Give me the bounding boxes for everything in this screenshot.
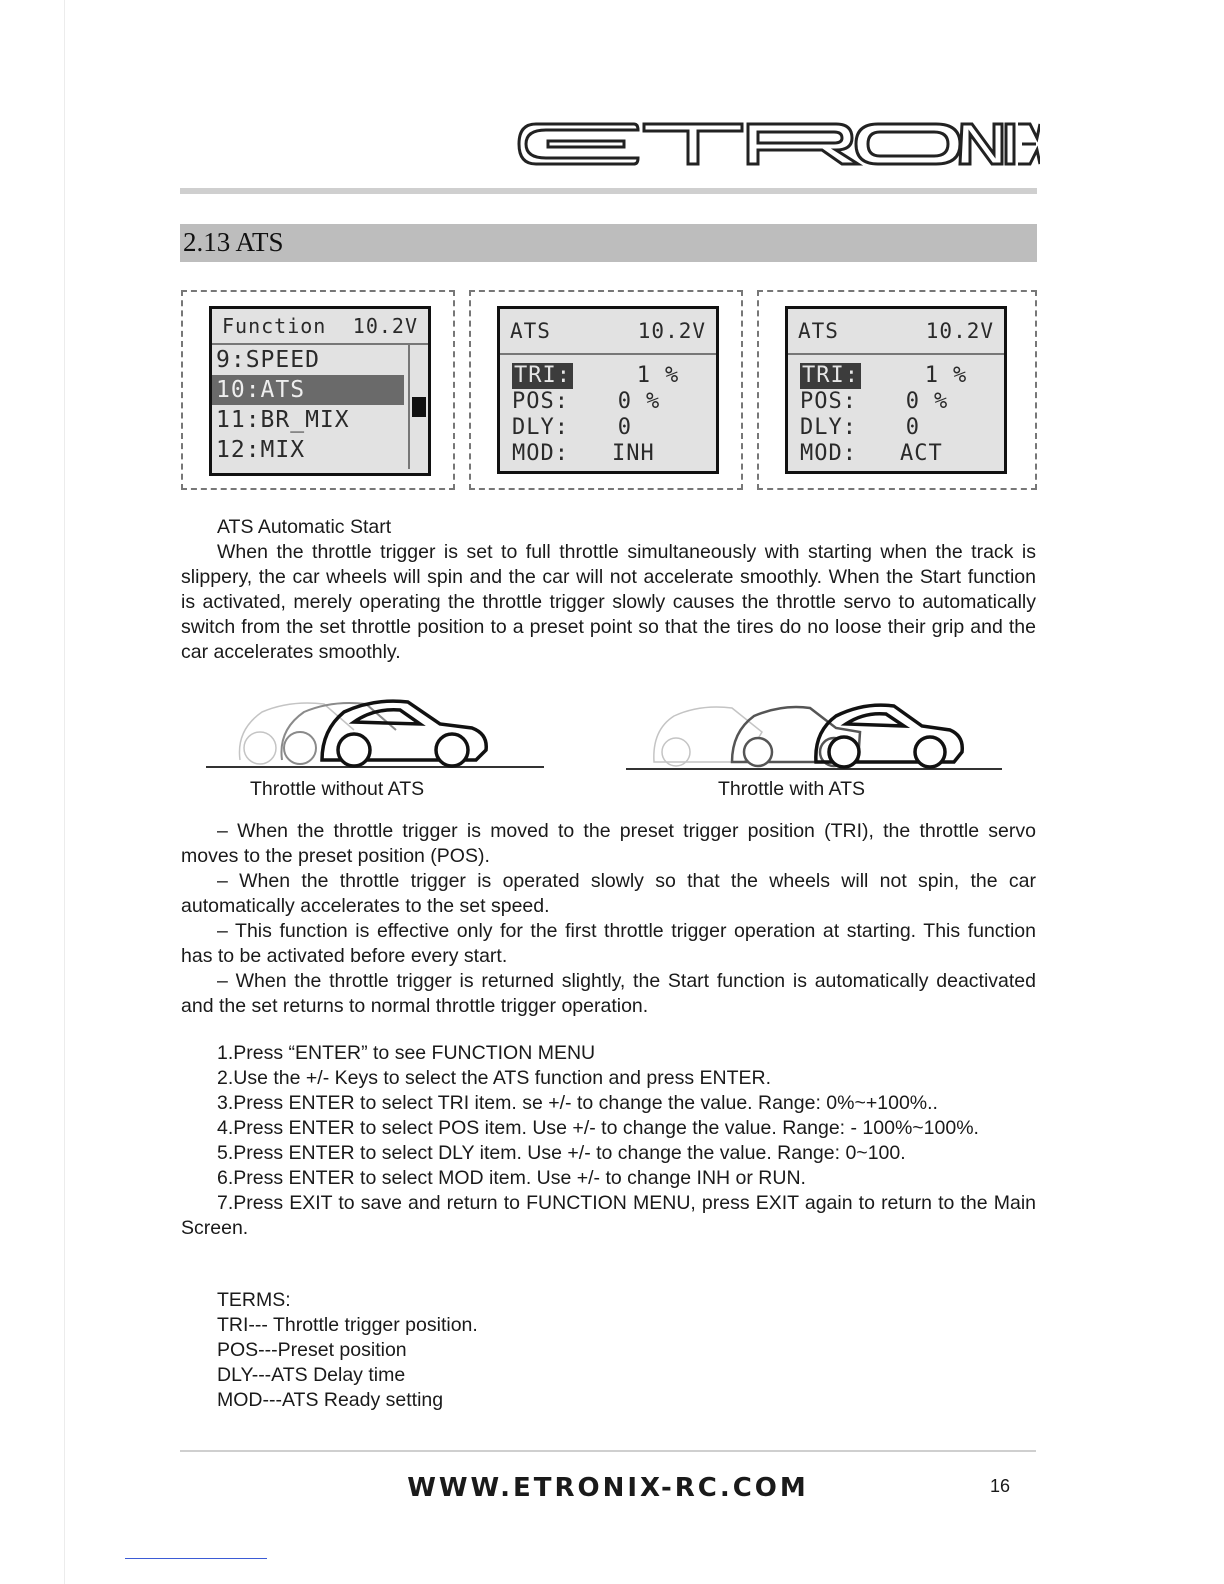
header-divider	[180, 188, 1037, 194]
setting-value: 0	[617, 389, 632, 414]
etronix-logo	[516, 118, 1040, 170]
bottom-link-underline	[125, 1558, 267, 1559]
page-number: 16	[990, 1476, 1011, 1496]
page-margin-line	[64, 0, 65, 1584]
lcd-screen	[785, 306, 1007, 474]
lcd-voltage: 10.2V	[925, 319, 994, 343]
menu-item-selected[interactable]: 10:ATS	[212, 375, 404, 405]
caption-with-ats: Throttle with ATS	[718, 778, 866, 800]
behavior-item: – When the throttle trigger is moved to the preset trigger position (TRI), the throttle servo moves to the preset position (POS).	[181, 820, 1036, 867]
term-item: MOD---ATS Ready setting	[217, 1389, 444, 1411]
step-item: 3.Press ENTER to select TRI item. se +/- to change the value. Range: 0%~+100%..	[217, 1092, 938, 1114]
setting-value: INH	[612, 441, 655, 466]
step-item: 1.Press “ENTER” to see FUNCTION MENU	[217, 1042, 596, 1064]
setting-value: 1	[924, 363, 939, 388]
setting-value: ACT	[900, 441, 943, 466]
lcd-header	[212, 309, 428, 345]
setting-row-dly[interactable]	[500, 415, 716, 441]
setting-key: DLY:	[800, 415, 857, 440]
menu-item[interactable]: 9:SPEED	[216, 347, 320, 373]
intro-text: When the throttle trigger is set to full throttle simultaneously with starting when the track is slippery, the car wheels will spin and the car will not accelerate smoothly. When the Start function is activated, merely operating the throttle trigger slowly causes the throttle servo to automatically switch from the set throttle position to a preset point so that the tires do no loose their grip and the car accelerates smoothly.	[181, 541, 1036, 663]
setting-value: 0	[905, 415, 920, 440]
setting-row-dly[interactable]	[788, 415, 1004, 441]
setting-key: MOD:	[800, 441, 857, 466]
ats-act-screen-panel	[757, 290, 1037, 490]
lcd-header	[500, 309, 716, 355]
behavior-item: – This function is effective only for the first throttle trigger operation at starting. This function has to be activated before every start.	[181, 920, 1036, 967]
setting-unit: %	[934, 389, 949, 414]
setting-row-tri[interactable]	[500, 363, 716, 389]
behavior-item: – When the throttle trigger is operated slowly so that the wheels will not spin, the car automatically accelerates to the set speed.	[181, 870, 1036, 917]
car-illustration-without-ats	[204, 690, 546, 772]
setting-key: POS:	[512, 389, 569, 414]
setting-unit: %	[952, 363, 968, 388]
setting-row-mod[interactable]	[788, 441, 1004, 467]
setting-key-highlighted: TRI:	[802, 363, 859, 388]
setting-key: DLY:	[512, 415, 569, 440]
setting-value: 0	[905, 389, 920, 414]
term-item: TRI--- Throttle trigger position.	[217, 1314, 478, 1336]
lcd-screen	[497, 306, 719, 474]
scrollbar[interactable]	[408, 345, 428, 469]
intro-heading: ATS Automatic Start	[217, 516, 392, 538]
setting-value: 0	[617, 415, 632, 440]
car-illustration-with-ats	[624, 690, 1004, 772]
menu-list	[212, 345, 428, 465]
steps-list	[181, 1041, 1036, 1241]
step-item: 2.Use the +/- Keys to select the ATS function and press ENTER.	[217, 1067, 772, 1089]
footer-divider	[180, 1450, 1036, 1452]
lcd-title: ATS	[798, 319, 839, 343]
behavior-item: – When the throttle trigger is returned slightly, the Start function is automatically deactivated and the set returns to normal throttle trigger operation.	[181, 970, 1036, 1017]
term-item: DLY---ATS Delay time	[217, 1364, 406, 1386]
lcd-screen	[209, 306, 431, 476]
setting-unit: %	[664, 363, 680, 388]
footer-website: WWW.ETRONIX-RC.COM	[407, 1473, 809, 1503]
setting-row-mod[interactable]	[500, 441, 716, 467]
lcd-voltage: 10.2V	[637, 319, 706, 343]
setting-key: MOD:	[512, 441, 569, 466]
terms-heading: TERMS:	[217, 1289, 291, 1311]
step-item: 7.Press EXIT to save and return to FUNCTION MENU, press EXIT again to return to the Main Screen.	[181, 1192, 1036, 1239]
setting-row-pos[interactable]	[500, 389, 716, 415]
section-title: 2.13 ATS	[180, 224, 1037, 262]
setting-key-highlighted: TRI:	[514, 363, 571, 388]
menu-item[interactable]: 11:BR_MIX	[216, 407, 350, 433]
behavior-list	[181, 819, 1036, 1019]
setting-key: POS:	[800, 389, 857, 414]
scrollbar-thumb[interactable]	[412, 397, 426, 417]
step-item: 6.Press ENTER to select MOD item. Use +/- to change INH or RUN.	[217, 1167, 806, 1189]
step-item: 5.Press ENTER to select DLY item. Use +/- to change the value. Range: 0~100.	[217, 1142, 906, 1164]
term-item: POS---Preset position	[217, 1339, 407, 1361]
lcd-title: ATS	[510, 319, 551, 343]
menu-screen-panel	[181, 290, 455, 490]
lcd-voltage: 10.2V	[352, 314, 418, 338]
setting-row-tri[interactable]	[788, 363, 1004, 389]
intro-section	[181, 515, 1036, 665]
setting-row-pos[interactable]	[788, 389, 1004, 415]
lcd-header	[788, 309, 1004, 355]
setting-value: 1	[636, 363, 651, 388]
setting-unit: %	[646, 389, 661, 414]
terms-section	[181, 1288, 1036, 1413]
lcd-title: Function	[222, 314, 327, 338]
ats-inh-screen-panel	[469, 290, 743, 490]
menu-item[interactable]: 12:MIX	[216, 437, 306, 463]
caption-without-ats: Throttle without ATS	[250, 778, 425, 800]
step-item: 4.Press ENTER to select POS item. Use +/- to change the value. Range: - 100%~100%.	[217, 1117, 979, 1139]
